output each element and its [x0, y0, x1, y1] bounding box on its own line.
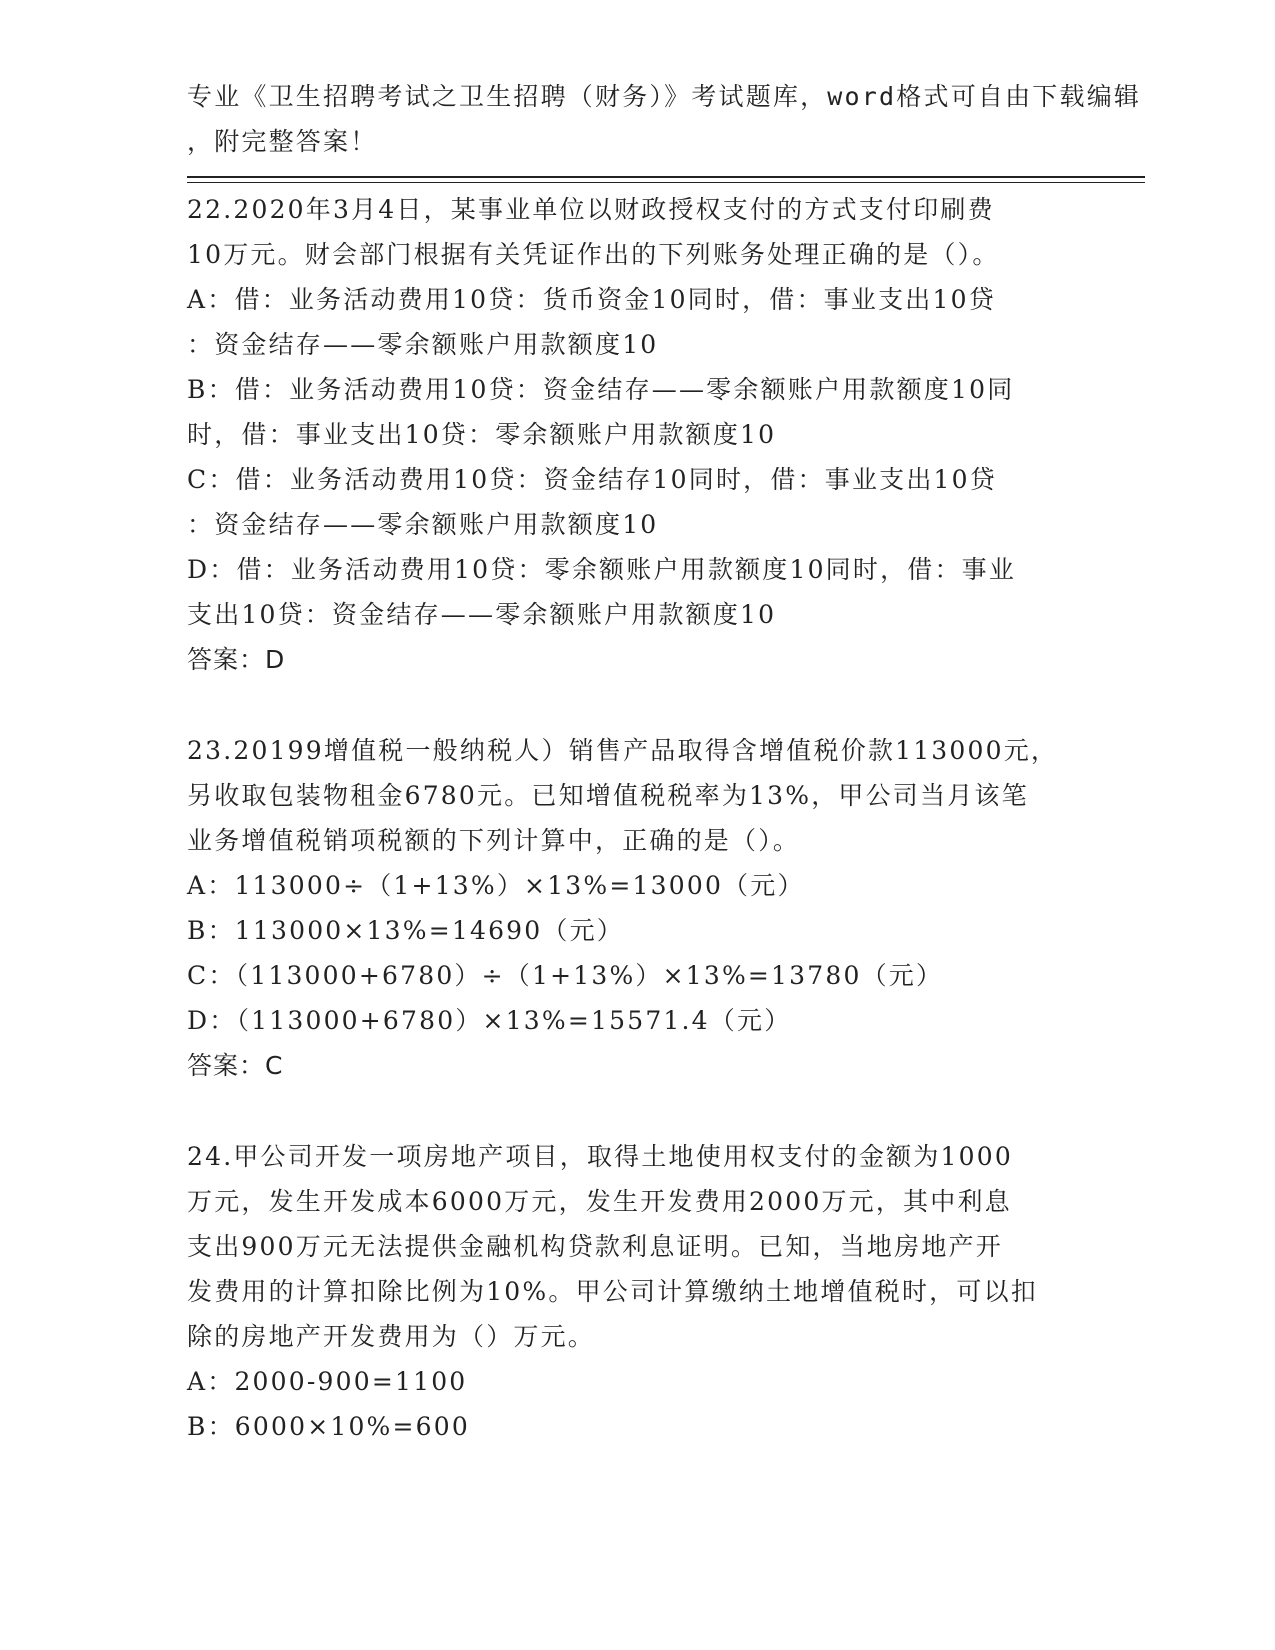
question-stem-line: 支出900万元无法提供金融机构贷款利息证明。已知，当地房地产开: [187, 1232, 1003, 1261]
question-stem-line: 22.2020年3月4日，某事业单位以财政授权支付的方式支付印刷费: [187, 195, 995, 224]
option-b-line: 时，借：事业支出10贷：零余额账户用款额度10: [187, 420, 777, 449]
question-stem-line: 业务增值税销项税额的下列计算中，正确的是（）。: [187, 826, 801, 855]
option-d-line: 支出10贷：资金结存——零余额账户用款额度10: [187, 600, 777, 629]
option-a-line: A：借：业务活动费用10贷：货币资金10同时，借：事业支出10贷: [187, 285, 996, 314]
header-divider-thick: [187, 176, 1145, 178]
option-d-line: D：借：业务活动费用10贷：零余额账户用款额度10同时，借：事业: [187, 555, 1017, 584]
question-stem-line: 发费用的计算扣除比例为10%。甲公司计算缴纳土地增值税时，可以扣: [187, 1277, 1038, 1306]
option-a-line: A：113000÷（1+13%）×13%=13000（元）: [187, 871, 805, 900]
question-stem-line: 24.甲公司开发一项房地产项目，取得土地使用权支付的金额为1000: [187, 1142, 1013, 1171]
question-stem-line: 除的房地产开发费用为（）万元。: [187, 1322, 596, 1351]
question-stem-line: 万元，发生开发成本6000万元，发生开发费用2000万元，其中利息: [187, 1187, 1012, 1216]
option-d-line: D：（113000+6780）×13%=15571.4（元）: [187, 1006, 792, 1035]
header-divider-thin: [187, 182, 1145, 183]
option-c-line: C：（113000+6780）÷（1+13%）×13%=13780（元）: [187, 961, 944, 990]
option-c-line: ：资金结存——零余额账户用款额度10: [187, 510, 659, 539]
question-stem-line: 另收取包装物租金6780元。已知增值税税率为13%，甲公司当月该笔: [187, 781, 1029, 810]
header-line-2: ，附完整答案！: [187, 127, 378, 156]
option-b-line: B：借：业务活动费用10贷：资金结存——零余额账户用款额度10同: [187, 375, 1015, 404]
option-c-line: C：借：业务活动费用10贷：资金结存10同时，借：事业支出10贷: [187, 465, 997, 494]
answer-label: 答案：C: [187, 1051, 284, 1080]
option-b-line: B：113000×13%=14690（元）: [187, 916, 624, 945]
header-line-1: 专业《卫生招聘考试之卫生招聘（财务）》考试题库，word格式可自由下载编辑: [187, 82, 1142, 111]
question-list: [187, 187, 1087, 1449]
question-stem-line: 23.20199增值税一般纳税人）销售产品取得含增值税价款113000元，: [187, 736, 1059, 765]
option-b-line: B：6000×10%=600: [187, 1412, 470, 1441]
option-a-line: A：2000-900=1100: [187, 1367, 468, 1396]
document-header: [187, 74, 1142, 164]
option-a-line: ：资金结存——零余额账户用款额度10: [187, 330, 659, 359]
question-24: [187, 1134, 1087, 1449]
question-gap: [187, 682, 1087, 728]
question-gap: [187, 1088, 1087, 1134]
question-23: [187, 728, 1087, 1088]
answer-label: 答案：D: [187, 645, 286, 674]
question-22: [187, 187, 1087, 682]
question-stem-line: 10万元。财会部门根据有关凭证作出的下列账务处理正确的是（）。: [187, 240, 1000, 269]
